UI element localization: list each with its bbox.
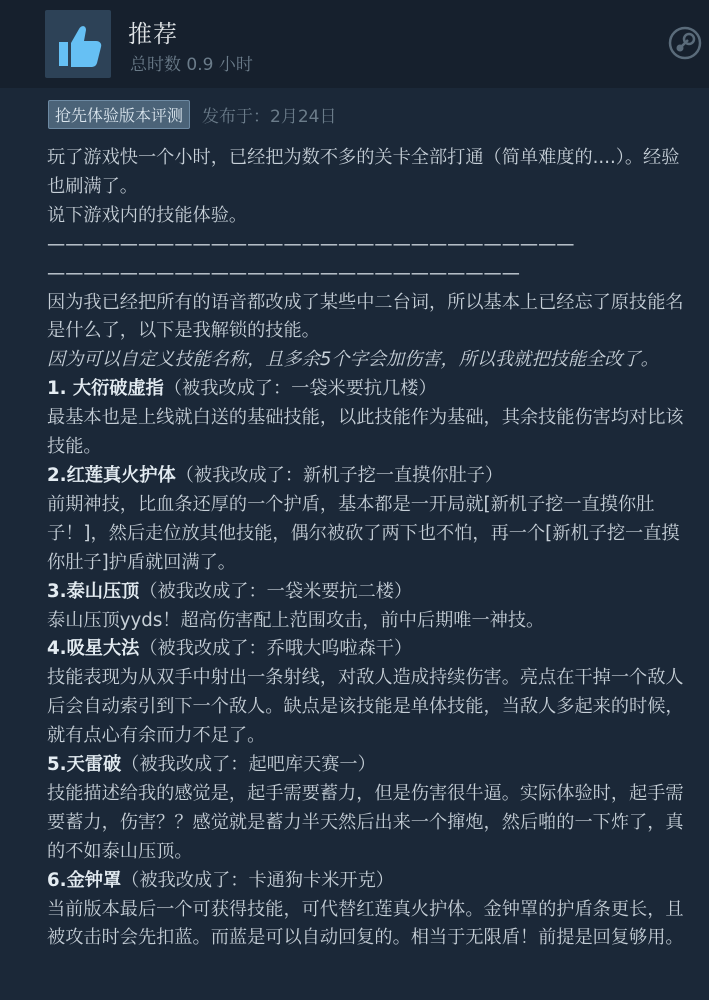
skill-heading — [47, 635, 697, 664]
skill-rename: （被我改成了：卡通狗卡米开克） — [121, 869, 394, 891]
skill-description: 泰山压顶yyds！超高伤害配上范围攻击，前中后期唯一神技。 — [47, 609, 545, 631]
skill-description: 技能描述给我的感觉是，起手需要蓄力，但是伤害很牛逼。实际体验时，起手需要蓄力，伤害？？感觉就是蓄力半天然后出来一个撺炮，然后啪的一下炸了，真的不如泰山压顶。 — [47, 782, 684, 862]
steam-logo-icon — [668, 26, 702, 60]
separator-line: —————————————————————————— — [47, 262, 520, 284]
skill-name: 2.红莲真火护体 — [47, 464, 176, 486]
skill-heading — [47, 462, 697, 491]
review-body — [47, 144, 697, 953]
posted-date: 发布于：2月24日 — [202, 106, 337, 127]
skill-heading — [47, 375, 697, 404]
skill-name: 4.吸星大法 — [47, 638, 140, 660]
skill-description: 最基本也是上线就白送的基础技能，以此技能作为基础，其余技能伤害均对比该技能。 — [47, 407, 684, 458]
skill-description: 前期神技，比血条还厚的一个护盾，基本都是一开局就[新机子挖一直摸你肚子！]，然后走位放其他技能，偶尔被砍了两下也不怕，再一个[新机子挖一直摸你肚子]护盾就回满了。 — [47, 493, 680, 573]
skill-heading — [47, 578, 697, 607]
review-header — [0, 0, 709, 88]
paragraph: 因为我已经把所有的语音都改成了某些中二台词，所以基本上已经忘了原技能名是什么了，以下是我解锁的技能。 — [47, 291, 684, 342]
early-access-badge: 抢先体验版本评测 — [48, 100, 190, 129]
paragraph: 玩了游戏快一个小时，已经把为数不多的关卡全部打通（简单难度的....）。经验也刷满了。 — [47, 147, 680, 197]
skill-rename: （被我改成了：起吧库天赛一） — [121, 754, 376, 776]
thumbs-up-icon — [45, 10, 111, 78]
separator-line: ————————————————————————————— — [47, 233, 575, 255]
skill-name: 6.金钟罩 — [47, 869, 122, 891]
skill-heading — [47, 867, 697, 896]
recommendation-title: 推荐 — [128, 20, 178, 48]
skill-rename: （被我改成了：新机子挖一直摸你肚子） — [175, 464, 504, 486]
italic-paragraph: 因为可以自定义技能名称，且多余5个字会加伤害，所以我就把技能全改了。 — [47, 349, 659, 371]
skill-name: 1. 大衍破虚指 — [47, 378, 164, 400]
skill-description: 当前版本最后一个可获得技能，可代替红莲真火护体。金钟罩的护盾条更长，且被攻击时会先扣蓝。而蓝是可以自动回复的。相当于无限盾！前提是回复够用。 — [47, 898, 684, 949]
skill-name: 5.天雷破 — [47, 754, 122, 776]
skill-rename: （被我改成了：乔哦大呜啦森干） — [139, 638, 413, 660]
skill-rename: （被我改成了：一袋米要抗几楼） — [163, 378, 437, 400]
review-meta — [48, 100, 336, 128]
skill-name: 3.泰山压顶 — [47, 580, 140, 602]
skill-heading — [47, 751, 697, 780]
skill-description: 技能表现为从双手中射出一条射线，对敌人造成持续伤害。亮点在干掉一个敌人后会自动索引到下一个敌人。缺点是该技能是单体技能，当敌人多起来的时候，就有点心有余而力不足了。 — [47, 667, 684, 747]
skill-rename: （被我改成了：一袋米要抗二楼） — [139, 580, 413, 602]
hours-played: 总时数 0.9 小时 — [130, 55, 253, 75]
paragraph: 说下游戏内的技能体验。 — [47, 204, 248, 226]
